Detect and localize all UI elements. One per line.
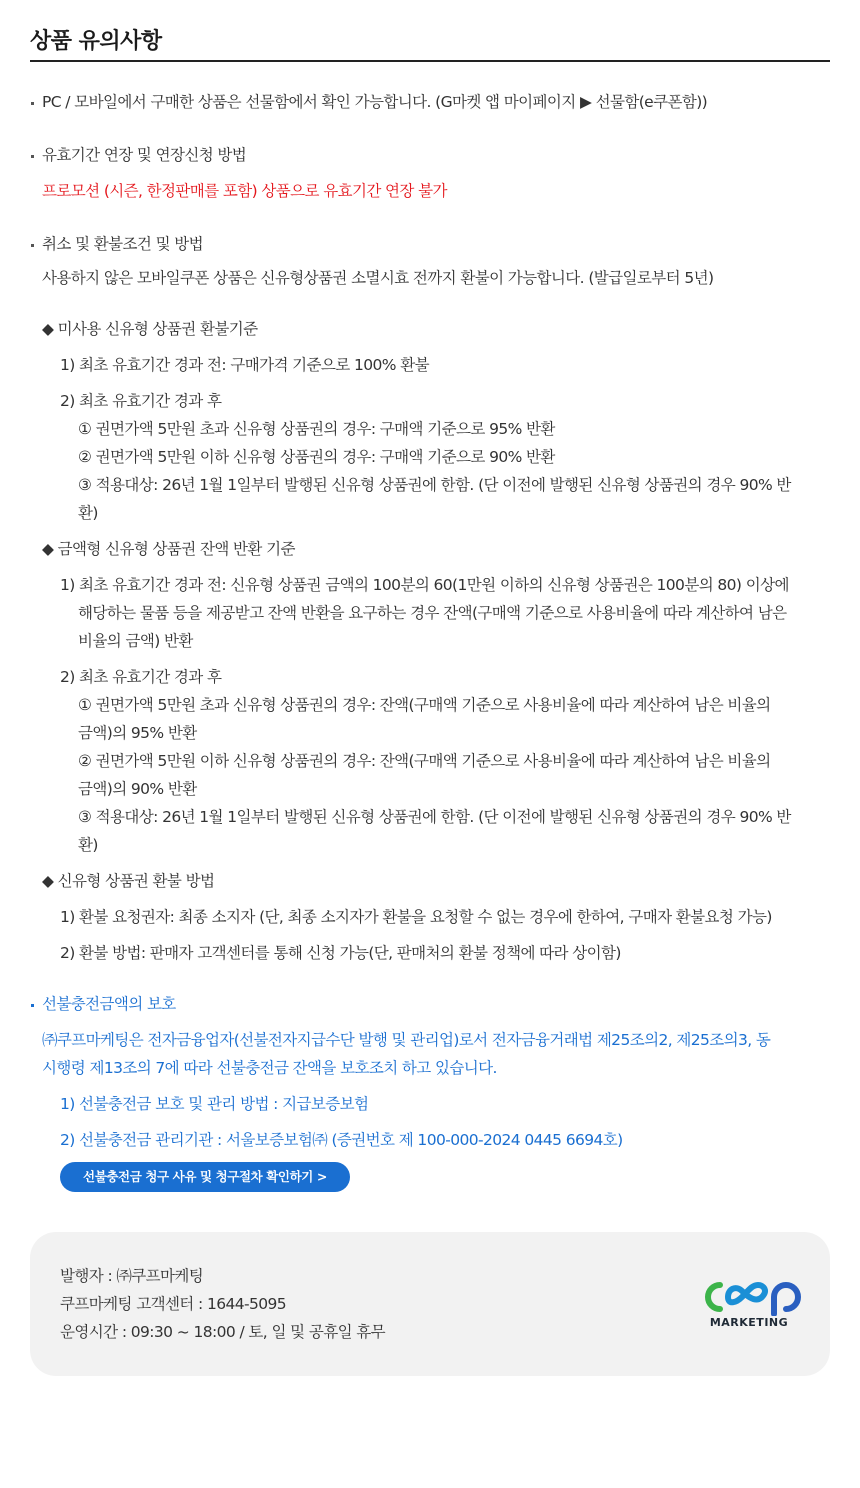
bullet-marker [31, 244, 34, 247]
amount-refund-item: 1) 최초 유효기간 경과 전: 신유형 상품권 금액의 100분의 60(1만원 이하의 신유형 상품권은 100분의 80) 이상에 [60, 576, 789, 594]
unused-refund-item: 1) 최초 유효기간 경과 전: 구매가격 기준으로 100% 환불 [60, 356, 429, 374]
notice-refund-intro: 사용하지 않은 모바일쿠폰 상품은 신유형상품권 소멸시효 전까지 환불이 가능합니다. (발급일로부터 5년) [42, 269, 714, 287]
amount-refund-sub: ① 권면가액 5만원 초과 신유형 상품권의 경우: 잔액(구매액 기준으로 사용비율에 따라 계산하여 남은 비율의 [78, 696, 771, 714]
customer-center: 쿠프마케팅 고객센터 : 1644-5095 [60, 1295, 287, 1313]
issuer-footer [30, 1232, 830, 1376]
amount-refund-heading: ◆ 금액형 신유형 상품권 잔액 반환 기준 [42, 540, 295, 558]
unused-refund-sub: 환) [78, 504, 98, 522]
logo-wordmark: MARKETING [709, 1316, 789, 1329]
page-title: 상품 유의사항 [30, 29, 162, 54]
unused-refund-item: 2) 최초 유효기간 경과 후 [60, 392, 222, 410]
unused-refund-sub: ③ 적용대상: 26년 1월 1일부터 발행된 신유형 상품권에 한함. (단 이전에 발행된 신유형 상품권의 경우 90% 반 [78, 476, 791, 494]
coop-marketing-logo [694, 1276, 804, 1336]
amount-refund-sub: 금액)의 95% 반환 [78, 724, 197, 742]
unused-refund-sub: ② 권면가액 5만원 이하 신유형 상품권의 경우: 구매액 기준으로 90% 반환 [78, 448, 555, 466]
prepaid-protection-item: 1) 선불충전금 보호 및 관리 방법 : 지급보증보험 [60, 1095, 369, 1113]
bullet-marker [31, 102, 34, 105]
title-divider [30, 60, 830, 62]
amount-refund-item: 해당하는 물품 등을 제공받고 잔액 반환을 요구하는 경우 잔액(구매액 기준으로 사용비율에 따라 계산하여 남은 [78, 604, 787, 622]
coop-logo-mark [694, 1276, 804, 1316]
notice-extension-warning: 프로모션 (시즌, 한정판매를 포함) 상품으로 유효기간 연장 불가 [42, 182, 447, 200]
prepaid-claim-button[interactable]: 선불충전금 청구 사유 및 청구절차 확인하기 > [60, 1162, 350, 1192]
amount-refund-sub: ③ 적용대상: 26년 1월 1일부터 발행된 신유형 상품권에 한함. (단 이전에 발행된 신유형 상품권의 경우 90% 반 [78, 808, 791, 826]
issuer-name: 발행자 : ㈜쿠프마케팅 [60, 1267, 204, 1285]
unused-refund-heading: ◆ 미사용 신유형 상품권 환불기준 [42, 320, 258, 338]
amount-refund-item: 2) 최초 유효기간 경과 후 [60, 668, 222, 686]
prepaid-protection-item: 2) 선불충전금 관리기관 : 서울보증보험㈜ (증권번호 제 100-000-2024 0445 6694호) [60, 1131, 623, 1149]
amount-refund-sub: 금액)의 90% 반환 [78, 780, 197, 798]
notice-refund-heading: 취소 및 환불조건 및 방법 [42, 235, 204, 253]
amount-refund-sub: ② 권면가액 5만원 이하 신유형 상품권의 경우: 잔액(구매액 기준으로 사용비율에 따라 계산하여 남은 비율의 [78, 752, 771, 770]
bullet-marker [31, 155, 34, 158]
amount-refund-item: 비율의 금액) 반환 [78, 632, 193, 650]
prepaid-protection-desc: 시행령 제13조의 7에 따라 선불충전금 잔액을 보호조치 하고 있습니다. [42, 1059, 497, 1077]
refund-method-heading: ◆ 신유형 상품권 환불 방법 [42, 872, 215, 890]
prepaid-protection-heading: 선불충전금액의 보호 [42, 995, 176, 1013]
refund-method-item: 1) 환불 요청권자: 최종 소지자 (단, 최종 소지자가 환불을 요청할 수 없는 경우에 한하여, 구매자 환불요청 가능) [60, 908, 772, 926]
refund-method-item: 2) 환불 방법: 판매자 고객센터를 통해 신청 가능(단, 판매처의 환불 정책에 따라 상이함) [60, 944, 621, 962]
amount-refund-sub: 환) [78, 836, 98, 854]
prepaid-protection-desc: ㈜쿠프마케팅은 전자금융업자(선불전자지급수단 발행 및 관리업)로서 전자금융거래법 제25조의2, 제25조의3, 동 [42, 1031, 771, 1049]
unused-refund-sub: ① 권면가액 5만원 초과 신유형 상품권의 경우: 구매액 기준으로 95% 반환 [78, 420, 555, 438]
notice-gift-box: PC / 모바일에서 구매한 상품은 선물함에서 확인 가능합니다. (G마켓 앱 마이페이지 ▶ 선물함(e쿠폰함)) [42, 93, 708, 111]
operating-hours: 운영시간 : 09:30 ~ 18:00 / 토, 일 및 공휴일 휴무 [60, 1323, 386, 1341]
notice-extension-heading: 유효기간 연장 및 연장신청 방법 [42, 146, 247, 164]
bullet-marker [31, 1004, 34, 1007]
